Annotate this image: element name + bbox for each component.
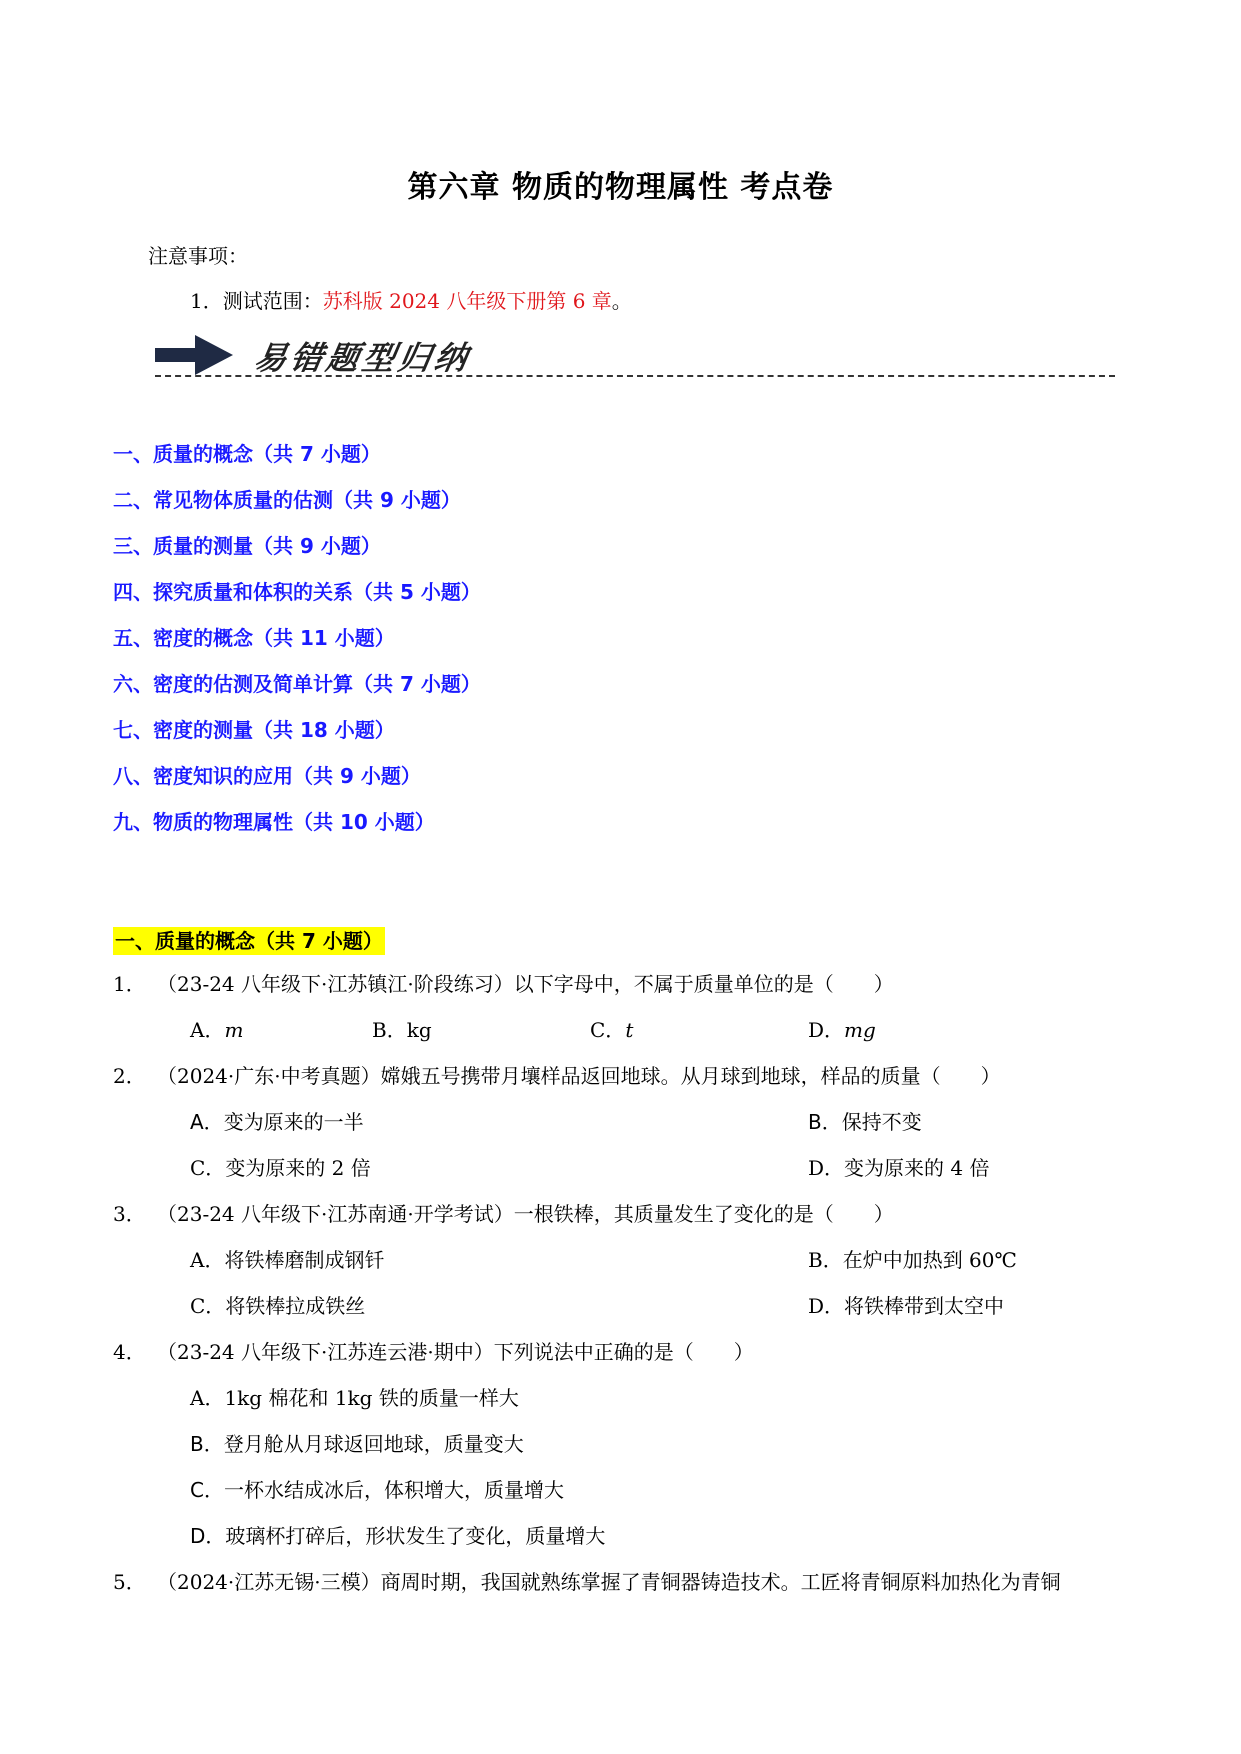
- notice-item-scope: 苏科版 2024 八年级下册第 6 章: [322, 289, 612, 313]
- question-text: （23-24 八年级下·江苏连云港·期中）下列说法中正确的是（ ）: [157, 1340, 754, 1364]
- question-2: [113, 1062, 1001, 1090]
- option-c: C．变为原来的 2 倍: [190, 1156, 371, 1180]
- notice-label: 注意事项：: [148, 244, 248, 268]
- option-b: B．登月舱从月球返回地球，质量变大: [190, 1432, 524, 1456]
- arrow-icon: [155, 335, 233, 375]
- section-banner: [155, 333, 1115, 383]
- question-number: 3．: [113, 1202, 146, 1226]
- option-d: D．变为原来的 4 倍: [808, 1156, 990, 1180]
- option-a: A．1kg 棉花和 1kg 铁的质量一样大: [190, 1386, 519, 1410]
- toc-item-2[interactable]: 二、常见物体质量的估测（共 9 小题）: [113, 488, 461, 512]
- question-number: 4．: [113, 1340, 146, 1364]
- question-number: 1．: [113, 972, 146, 996]
- toc-item-7[interactable]: 七、密度的测量（共 18 小题）: [113, 718, 395, 742]
- option-d: D．mg: [808, 1018, 876, 1042]
- question-text: （2024·广东·中考真题）嫦娥五号携带月壤样品返回地球。从月球到地球，样品的质量（ ）: [157, 1064, 1001, 1088]
- toc-item-9[interactable]: 九、物质的物理属性（共 10 小题）: [113, 810, 435, 834]
- notice-item: [190, 285, 632, 314]
- option-a: A．将铁棒磨制成钢钎: [190, 1248, 385, 1272]
- option-b: B．kg: [372, 1018, 432, 1042]
- toc-item-1[interactable]: 一、质量的概念（共 7 小题）: [113, 442, 381, 466]
- option-c: C．一杯水结成冰后，体积增大，质量增大: [190, 1478, 564, 1502]
- question-number: 2．: [113, 1064, 146, 1088]
- option-c: C．将铁棒拉成铁丝: [190, 1294, 366, 1318]
- option-a: A．m: [190, 1018, 244, 1042]
- question-number: 5．: [113, 1570, 146, 1594]
- section-heading: 一、质量的概念（共 7 小题）: [115, 929, 383, 953]
- toc-item-5[interactable]: 五、密度的概念（共 11 小题）: [113, 626, 395, 650]
- banner-title: 易错题型归纳: [251, 339, 475, 377]
- table-of-contents: [113, 438, 481, 852]
- option-a: A．变为原来的一半: [190, 1110, 364, 1134]
- notice-item-prefix: 1．测试范围：: [190, 289, 323, 313]
- option-d: D．玻璃杯打碎后，形状发生了变化，质量增大: [190, 1524, 606, 1548]
- option-d: D．将铁棒带到太空中: [808, 1294, 1005, 1318]
- toc-item-6[interactable]: 六、密度的估测及简单计算（共 7 小题）: [113, 672, 481, 696]
- question-text: （23-24 八年级下·江苏镇江·阶段练习）以下字母中，不属于质量单位的是（ ）: [157, 972, 894, 996]
- toc-item-3[interactable]: 三、质量的测量（共 9 小题）: [113, 534, 381, 558]
- question-3: [113, 1200, 894, 1228]
- toc-item-8[interactable]: 八、密度知识的应用（共 9 小题）: [113, 764, 421, 788]
- option-b: B．保持不变: [808, 1110, 922, 1134]
- page-title: 第六章 物质的物理属性 考点卷: [407, 170, 834, 205]
- notice-item-suffix: 。: [611, 289, 632, 313]
- option-c: C．t: [590, 1018, 634, 1042]
- question-5: [113, 1568, 1061, 1596]
- banner-divider: [155, 375, 1115, 377]
- toc-item-4[interactable]: 四、探究质量和体积的关系（共 5 小题）: [113, 580, 481, 604]
- question-4: [113, 1338, 754, 1366]
- question-text: （23-24 八年级下·江苏南通·开学考试）一根铁棒，其质量发生了变化的是（ ）: [157, 1202, 894, 1226]
- question-1: [113, 970, 894, 998]
- question-text: （2024·江苏无锡·三模）商周时期，我国就熟练掌握了青铜器铸造技术。工匠将青铜原料加热化为青铜: [157, 1570, 1061, 1594]
- option-b: B．在炉中加热到 60℃: [808, 1248, 1017, 1272]
